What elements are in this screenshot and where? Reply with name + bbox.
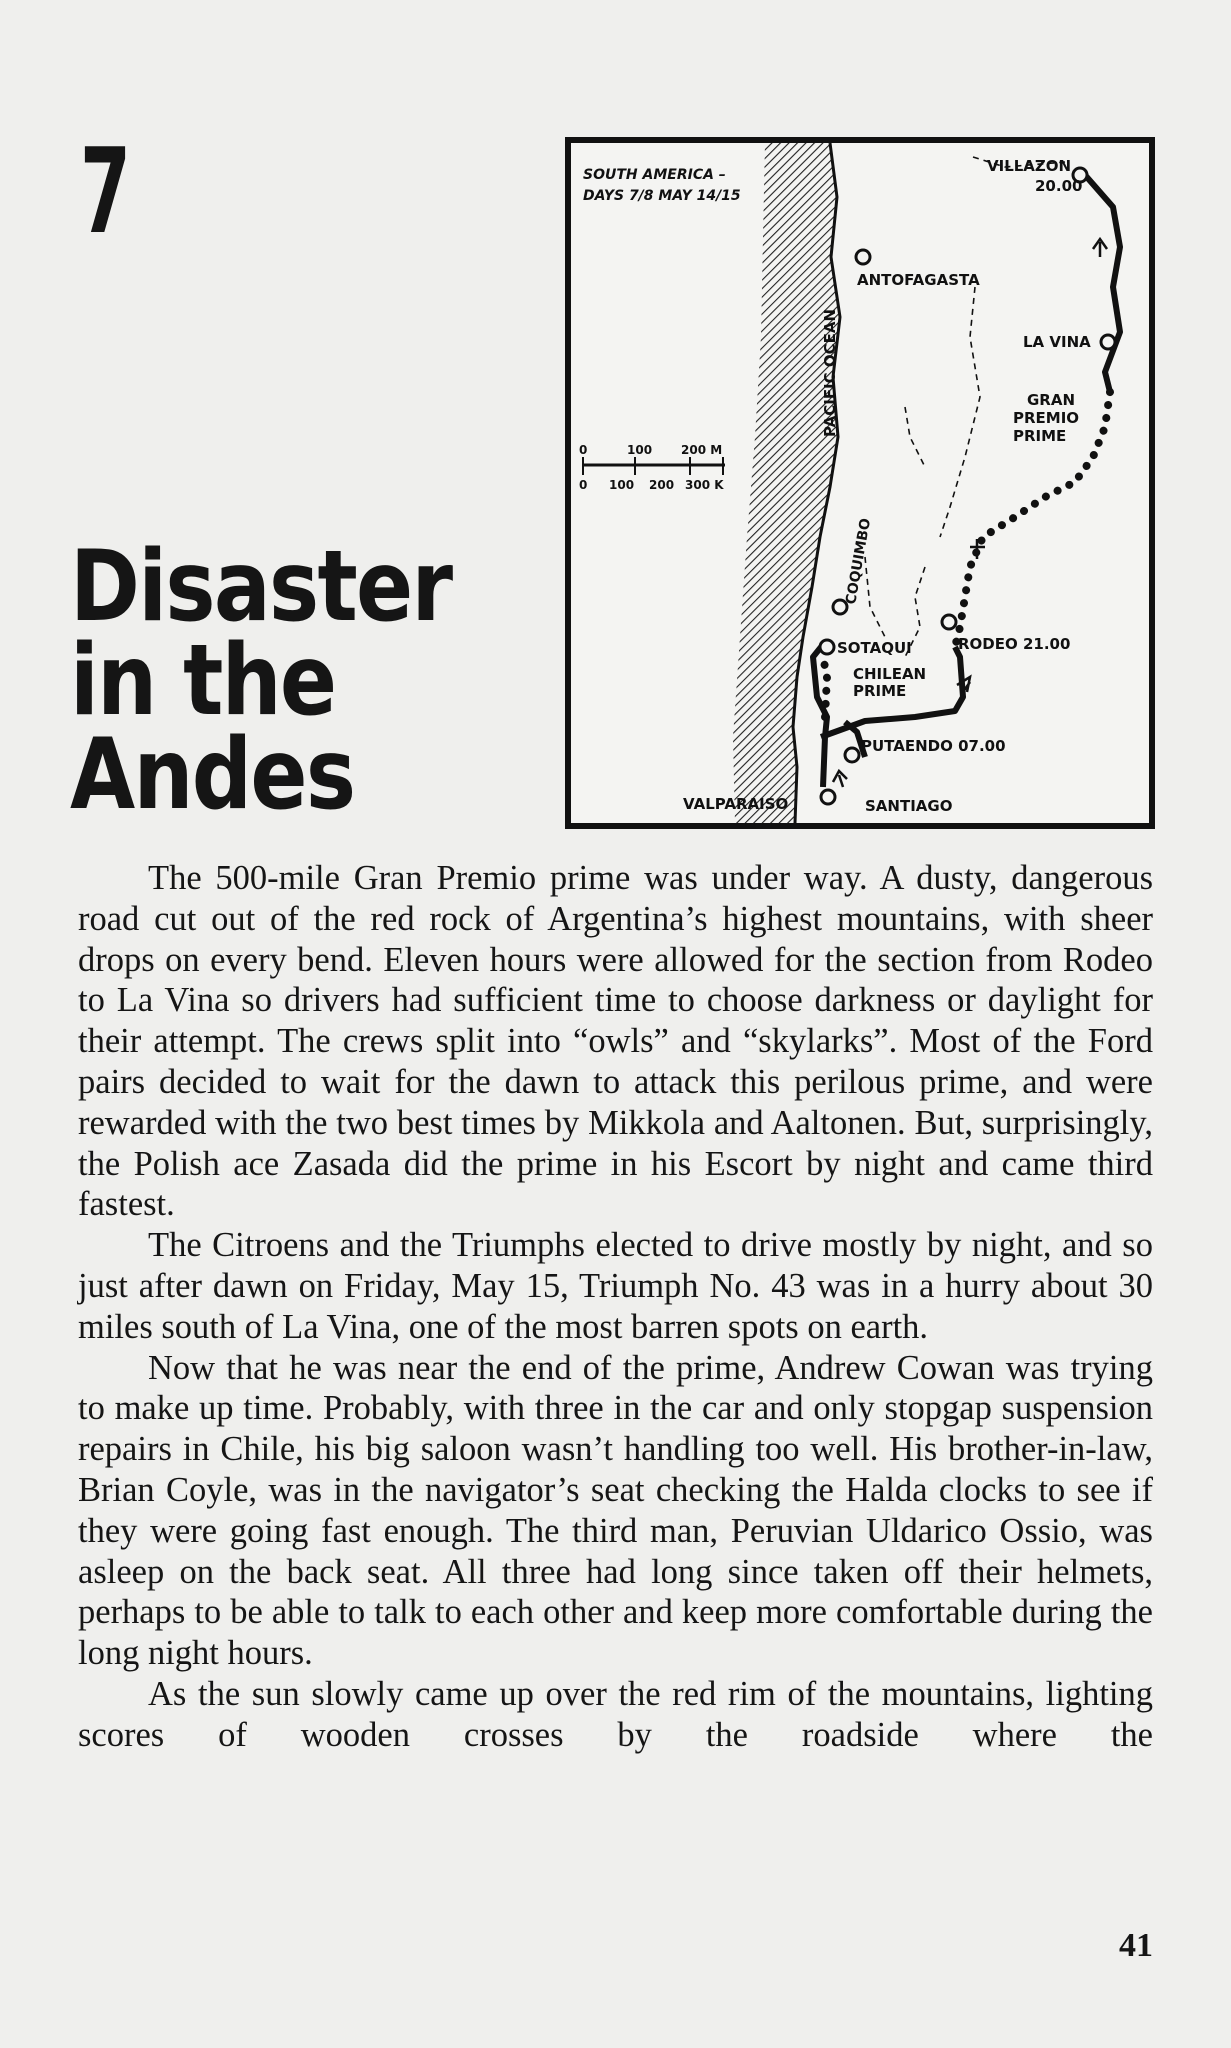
place-label: SANTIAGO [865,797,953,815]
route-map [565,137,1155,829]
map-caption: DAYS 7/8 MAY 14/15 [583,188,741,204]
antofagasta-marker [856,250,870,264]
paragraph: The Citroens and the Triumphs elected to drive mostly by night, and so just after dawn on Friday, May 15, Triumph No. 43 was in a hurry about 30 miles south of La Vina, one of the most barren spots on earth. [78,1226,1153,1346]
paragraph: Now that he was near the end of the prime, Andrew Cowan was trying to make up time. Probably, with three in the car and only stopgap suspension repairs in Chile, his big saloon wasn’t handling too well. His brother-in-law, Brian Coyle, was in the navigator’s seat checking the Halda clocks to see if they were going fast enough. The third man, Peruvian Uldarico Ossio, was asleep on the back seat. All three had long since taken off their helmets, perhaps to be able to talk to each other and keep more comfortable during the long night hours. [78,1348,1153,1673]
paragraph: The 500-mile Gran Premio prime was under way. A dusty, dangerous road cut out of the red rock of Argentina’s highest mountains, with sheer drops on every bend. Eleven hours were allowed for the section from Rodeo to La Vina so drivers had sufficient time to choose darkness or daylight for their attempt. The crews split into “owls” and “skylarks”. Most of the Ford pairs decided to wait for the dawn to attack this perilous prime, and were rewarded with the two best times by Mikkola and Aaltonen. But, surprisingly, the Polish ace Zasada did the prime in his Escort by night and came third fastest. [78,859,1153,1224]
place-label: PUTAENDO 07.00 [861,737,1006,755]
scale-mile-label: 200 M [681,443,723,457]
ocean-label: PACIFIC OCEAN [821,308,839,437]
scale-mile-label: 100 [627,443,653,457]
place-label: RODEO 21.00 [958,635,1071,653]
sotaqui-marker [820,640,834,654]
map-caption: SOUTH AMERICA – [583,167,726,183]
place-label: PREMIO [1013,409,1080,427]
place-label: PRIME [853,682,907,700]
santiago-marker [845,748,859,762]
place-label: VALPARAISO [683,795,789,813]
place-label: SOTAQUI [837,639,912,657]
chapter-title [70,530,452,832]
valparaiso-marker [821,790,835,804]
place-label: VILLAZON [987,157,1072,175]
body-text [78,858,1153,1756]
chapter-title-line: Disaster [70,530,452,644]
scale-km-label: 100 [609,478,635,492]
chapter-title-line: Andes [70,718,355,832]
route-map-svg [565,137,1155,829]
place-label: COQUIMBO [843,517,875,606]
chapter-title-line: in the [70,624,336,738]
paragraph: As the sun slowly came up over the red rim of the mountains, lighting scores of wooden crosses by the roadside where the [78,1674,1153,1754]
la-vina-marker [1101,335,1115,349]
place-label: ANTOFAGASTA [857,271,980,289]
chapter-number: 7 [80,122,131,260]
page-number: 41 [1119,1927,1153,1964]
scale-mile-label: 0 [579,443,588,457]
place-label: 20.00 [1035,177,1083,195]
place-label: GRAN [1027,391,1076,409]
place-label: PRIME [1013,427,1067,445]
scale-km-label: 200 [649,478,675,492]
rodeo-marker [942,615,956,629]
place-label: LA VINA [1023,333,1091,351]
place-label: CHILEAN [853,665,927,683]
scale-km-label: 300 K [685,478,724,492]
scale-km-label: 0 [579,478,588,492]
